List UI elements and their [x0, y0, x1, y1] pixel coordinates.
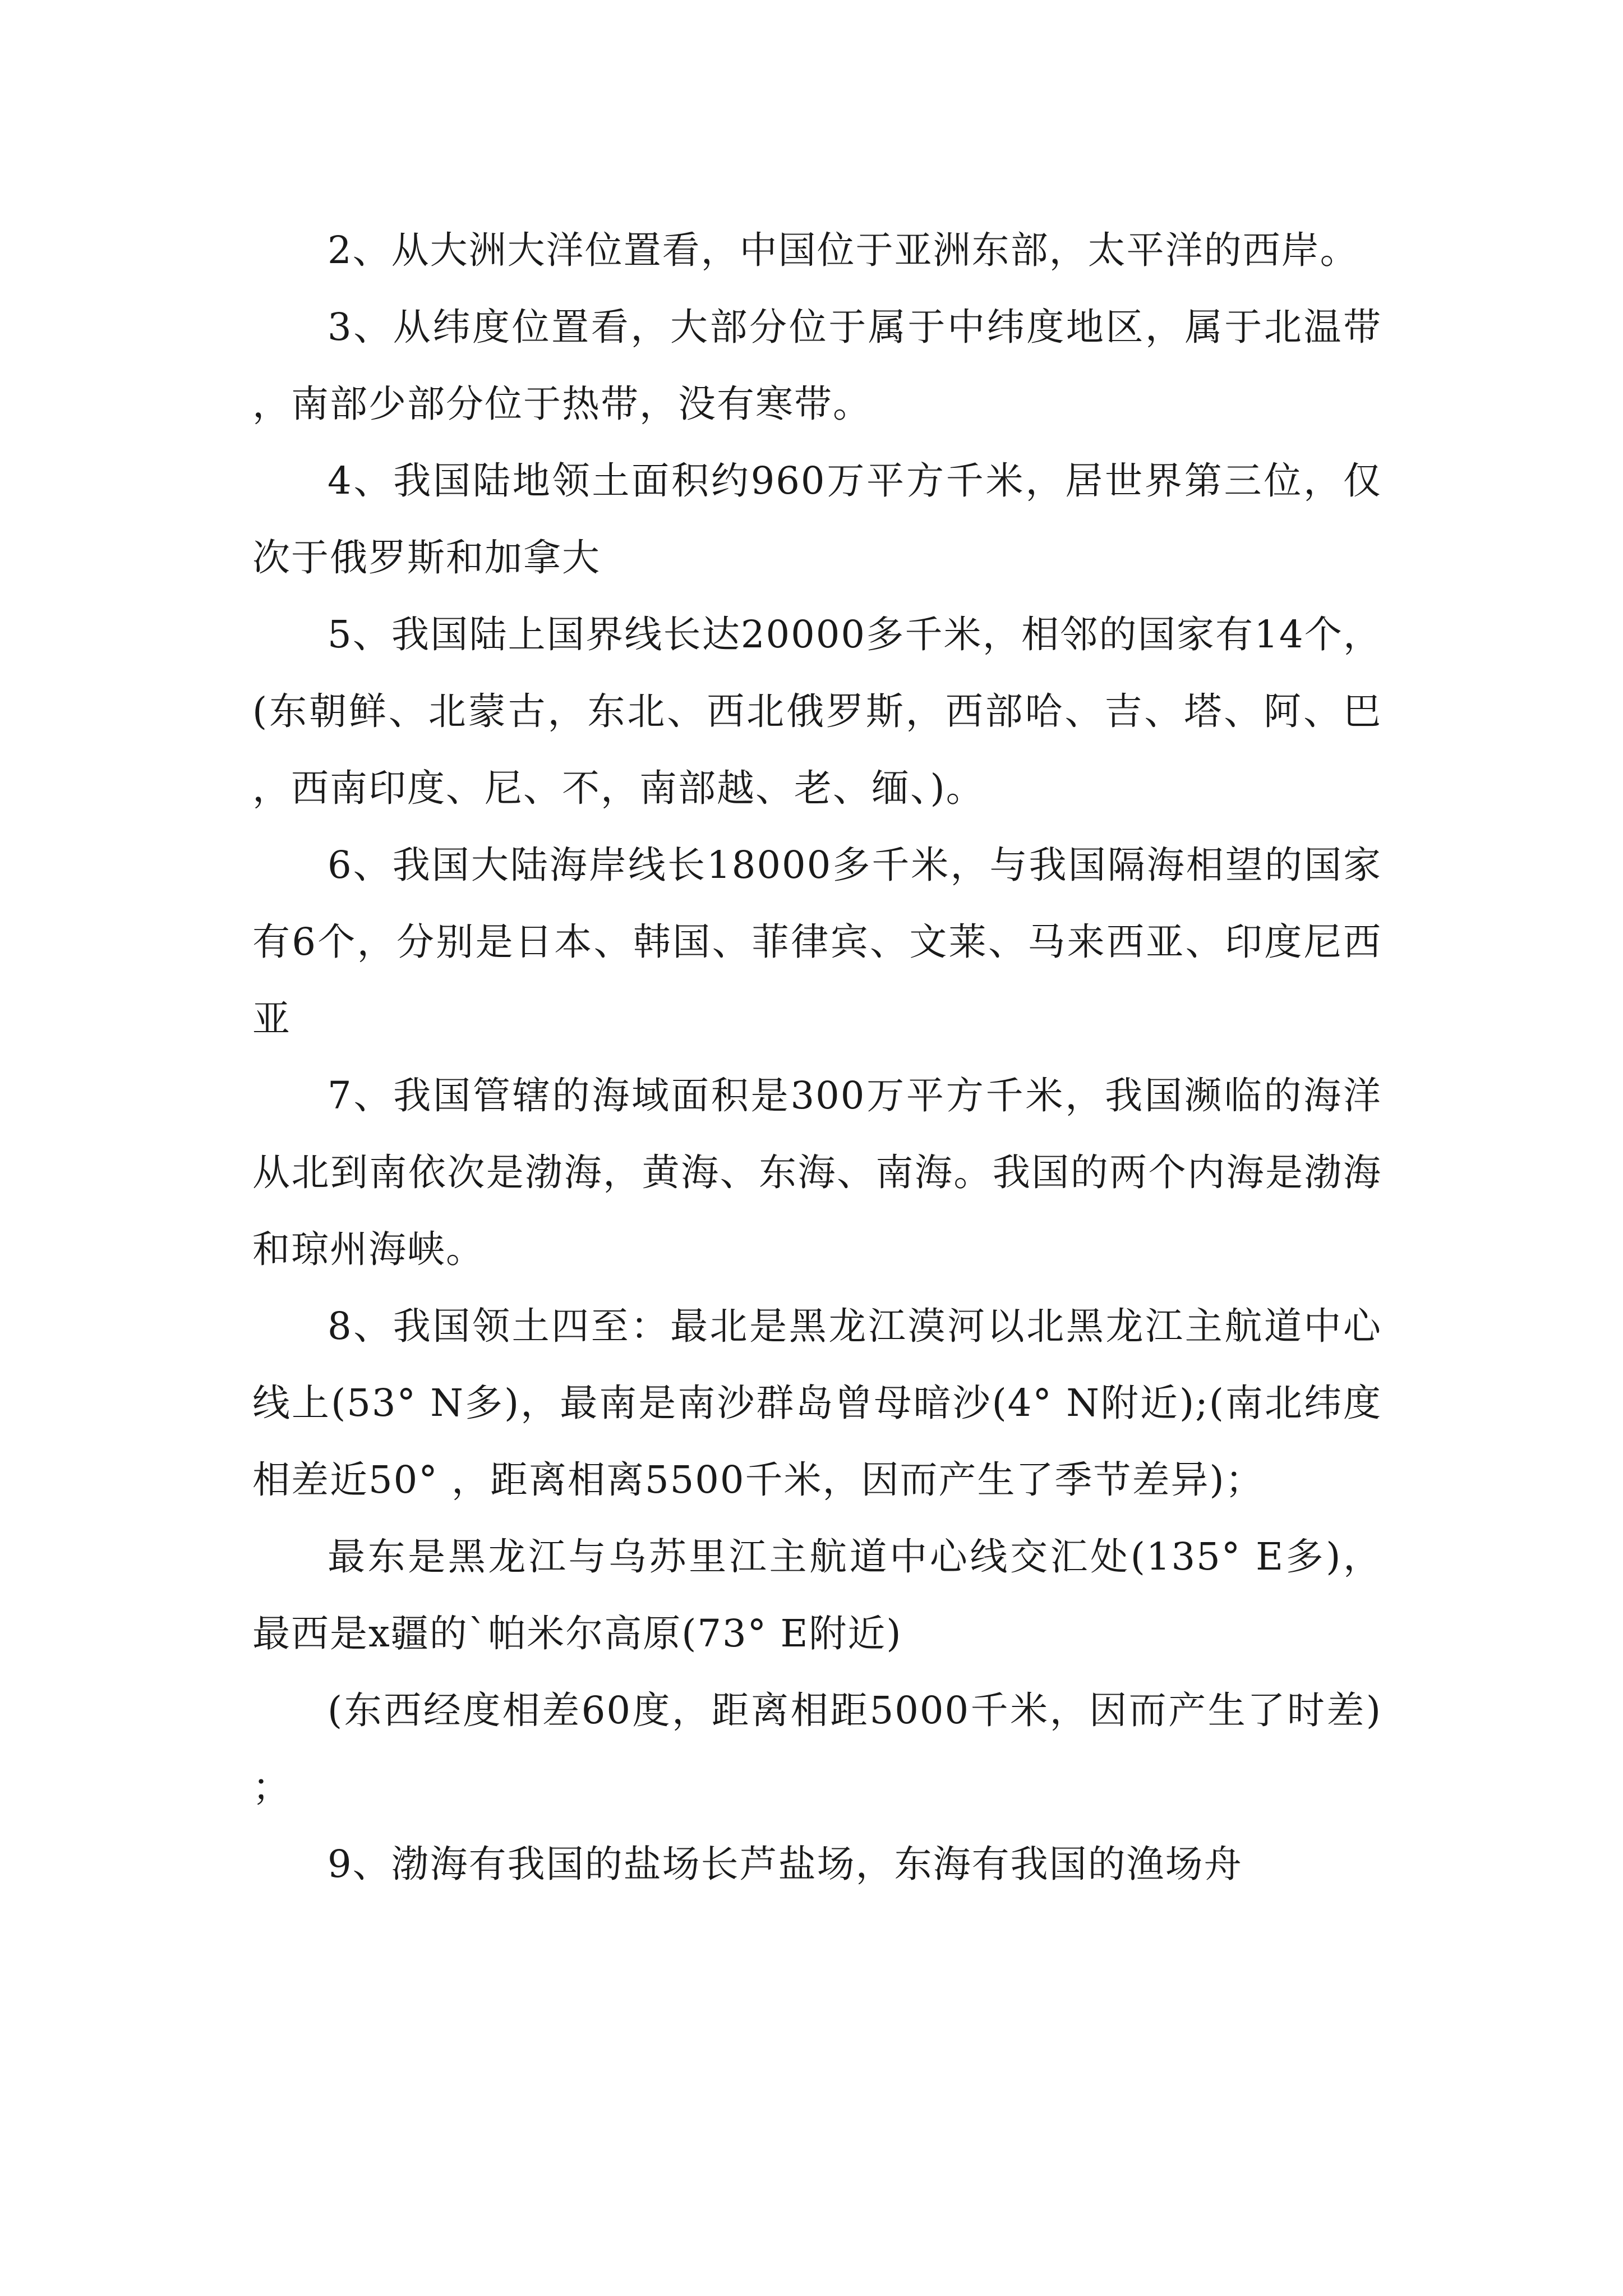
paragraph: 4、我国陆地领土面积约960万平方千米，居世界第三位，仅次于俄罗斯和加拿大	[252, 459, 1382, 579]
paragraph: 8、我国领土四至：最北是黑龙江漠河以北黑龙江主航道中心线上(53° N多)，最南是南沙群岛曾母暗沙(4° N附近);(南北纬度相差近50° ，距离相离5500千米，因而产生了季节差异)；	[252, 1304, 1382, 1502]
paragraph: (东西经度相差60度，距离相距5000千米，因而产生了时差)；	[252, 1688, 1382, 1809]
paragraph: 最东是黑龙江与乌苏里江主航道中心线交汇处(135° E多)，最西是x疆的`帕米尔高原(73° E附近)	[252, 1535, 1382, 1655]
paragraph: 2、从大洲大洋位置看，中国位于亚洲东部，太平洋的西岸。	[328, 228, 1359, 272]
paragraph: 3、从纬度位置看，大部分位于属于中纬度地区，属于北温带，南部少部分位于热带，没有寒带。	[252, 305, 1382, 426]
paragraph: 5、我国陆上国界线长达20000多千米，相邻的国家有14个，(东朝鲜、北蒙古，东北、西北俄罗斯，西部哈、吉、塔、阿、巴，西南印度、尼、不，南部越、老、缅、)。	[252, 613, 1382, 810]
paragraph: 6、我国大陆海岸线长18000多千米，与我国隔海相望的国家有6个，分别是日本、韩国、菲律宾、文莱、马来西亚、印度尼西亚	[252, 843, 1382, 1041]
paragraph: 7、我国管辖的海域面积是300万平方千米，我国濒临的海洋从北到南依次是渤海，黄海、东海、南海。我国的两个内海是渤海和琼州海峡。	[252, 1074, 1382, 1271]
document-body	[252, 212, 1382, 1903]
paragraph: 9、渤海有我国的盐场长芦盐场，东海有我国的渔场舟	[328, 1842, 1243, 1886]
